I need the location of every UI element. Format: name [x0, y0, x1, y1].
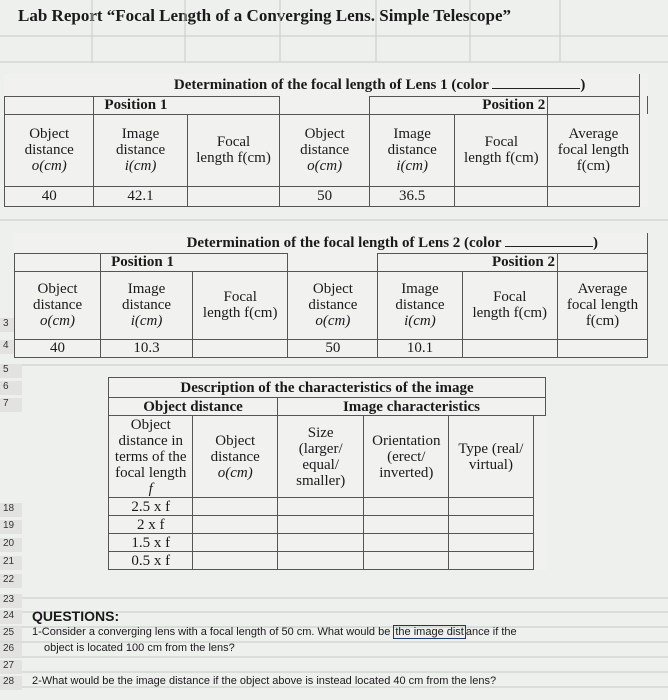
multiple-cell[interactable]: 2 x f	[109, 516, 193, 534]
lens1-image-header: Image distance i(cm)	[94, 114, 187, 186]
data-cell[interactable]	[277, 516, 363, 534]
lens2-image2-header: Image distance i(cm)	[378, 271, 462, 339]
table-row	[109, 552, 546, 570]
data-cell[interactable]	[193, 552, 277, 570]
question-2: 2-What would be the image distance if the object above is instead located 40 cm from the lens?	[32, 675, 497, 687]
question-1-line-1: 1-Consider a converging lens with a focal length of 50 cm. What would be the image dist ance if the	[32, 626, 517, 638]
questions-heading: QUESTIONS:	[32, 608, 120, 624]
lens2-focal2-header: Focal length f(cm)	[462, 271, 557, 339]
lens2-position1: Position 1	[101, 253, 288, 271]
lens2-avg[interactable]	[557, 339, 647, 357]
table-row	[109, 534, 546, 552]
table-row	[109, 516, 546, 534]
row-number: 4	[0, 340, 22, 354]
type-header: Type (real/ virtual)	[449, 416, 533, 498]
data-cell[interactable]	[449, 534, 533, 552]
data-cell[interactable]	[449, 498, 533, 516]
data-cell[interactable]	[364, 552, 449, 570]
characteristics-table	[108, 377, 546, 570]
row-number: 23	[0, 594, 22, 608]
lens1-f1[interactable]	[187, 186, 280, 206]
lens1-o2[interactable]: 50	[280, 186, 369, 206]
row-number: 26	[0, 643, 22, 657]
lens1-focal2-header: Focal length f(cm)	[455, 114, 548, 186]
lens1-position1: Position 1	[94, 96, 280, 114]
lens1-table	[4, 74, 648, 207]
lens1-object-header: Object distance o(cm)	[5, 114, 94, 186]
data-cell[interactable]	[193, 516, 277, 534]
lens1-o1[interactable]: 40	[5, 186, 94, 206]
lens2-f2[interactable]	[462, 339, 557, 357]
lens2-f1[interactable]	[192, 339, 287, 357]
multiple-cell[interactable]: 2.5 x f	[109, 498, 193, 516]
terms-of-f-header: Object distance in terms of the focal length f	[109, 416, 193, 498]
size-header: Size (larger/ equal/ smaller)	[277, 416, 363, 498]
multiple-cell[interactable]: 1.5 x f	[109, 534, 193, 552]
row-number: 22	[0, 574, 22, 588]
lens2-i1[interactable]: 10.3	[101, 339, 193, 357]
row-number: 24	[0, 610, 22, 624]
lens2-table	[14, 233, 648, 358]
row-number: 25	[0, 627, 22, 641]
page-title: Lab Report “Focal Length of a Converging Lens. Simple Telescope”	[18, 6, 512, 25]
row-number: 18	[0, 503, 22, 517]
lens2-o1[interactable]: 40	[15, 339, 101, 357]
lens1-focal-header: Focal length f(cm)	[187, 114, 280, 186]
lens2-position2: Position 2	[378, 253, 558, 271]
lens1-heading: Determination of the focal length of Lens 1 (color )	[94, 74, 639, 96]
lens1-average-header: Average focal length f(cm)	[548, 114, 639, 186]
lens2-o2[interactable]: 50	[288, 339, 378, 357]
data-cell[interactable]	[364, 498, 449, 516]
lens1-i2[interactable]: 36.5	[369, 186, 455, 206]
table-row	[109, 498, 546, 516]
lens1-data-row	[5, 186, 648, 206]
lens2-average-header: Average focal length f(cm)	[557, 271, 647, 339]
lens1-position2: Position 2	[369, 96, 547, 114]
data-cell[interactable]	[364, 516, 449, 534]
characteristics-heading: Description of the characteristics of the image	[109, 378, 546, 398]
multiple-cell[interactable]: 0.5 x f	[109, 552, 193, 570]
data-cell[interactable]	[277, 552, 363, 570]
lens1-avg[interactable]	[548, 186, 639, 206]
selected-text[interactable]: the image dist	[395, 626, 464, 638]
data-cell[interactable]	[449, 516, 533, 534]
lens2-heading: Determination of the focal length of Lens 2 (color )	[101, 233, 648, 253]
row-number: 19	[0, 520, 22, 534]
object-distance-group: Object distance	[109, 398, 278, 416]
row-number: 3	[0, 318, 22, 332]
data-cell[interactable]	[364, 534, 449, 552]
data-cell[interactable]	[277, 534, 363, 552]
lens2-object2-header: Object distance o(cm)	[288, 271, 378, 339]
row-number: 21	[0, 556, 22, 570]
row-number: 27	[0, 660, 22, 674]
lens2-i2[interactable]: 10.1	[378, 339, 462, 357]
row-number: 6	[0, 381, 22, 395]
obj-distance-header: Object distance o(cm)	[193, 416, 277, 498]
data-cell[interactable]	[193, 534, 277, 552]
row-number: 7	[0, 398, 22, 412]
lens2-data-row	[15, 339, 648, 357]
row-number: 20	[0, 538, 22, 552]
lens1-i1[interactable]: 42.1	[94, 186, 187, 206]
lens2-image-header: Image distance i(cm)	[101, 271, 193, 339]
lens2-focal-header: Focal length f(cm)	[192, 271, 287, 339]
row-number: 28	[0, 676, 22, 690]
lens1-f2[interactable]	[455, 186, 548, 206]
orientation-header: Orientation (erect/ inverted)	[364, 416, 449, 498]
data-cell[interactable]	[193, 498, 277, 516]
question-1-line-2: object is located 100 cm from the lens?	[44, 642, 235, 654]
lens1-image2-header: Image distance i(cm)	[369, 114, 455, 186]
lens1-object2-header: Object distance o(cm)	[280, 114, 369, 186]
data-cell[interactable]	[277, 498, 363, 516]
data-cell[interactable]	[449, 552, 533, 570]
image-characteristics-group: Image characteristics	[277, 398, 545, 416]
row-number: 5	[0, 364, 22, 378]
lens2-object-header: Object distance o(cm)	[15, 271, 101, 339]
